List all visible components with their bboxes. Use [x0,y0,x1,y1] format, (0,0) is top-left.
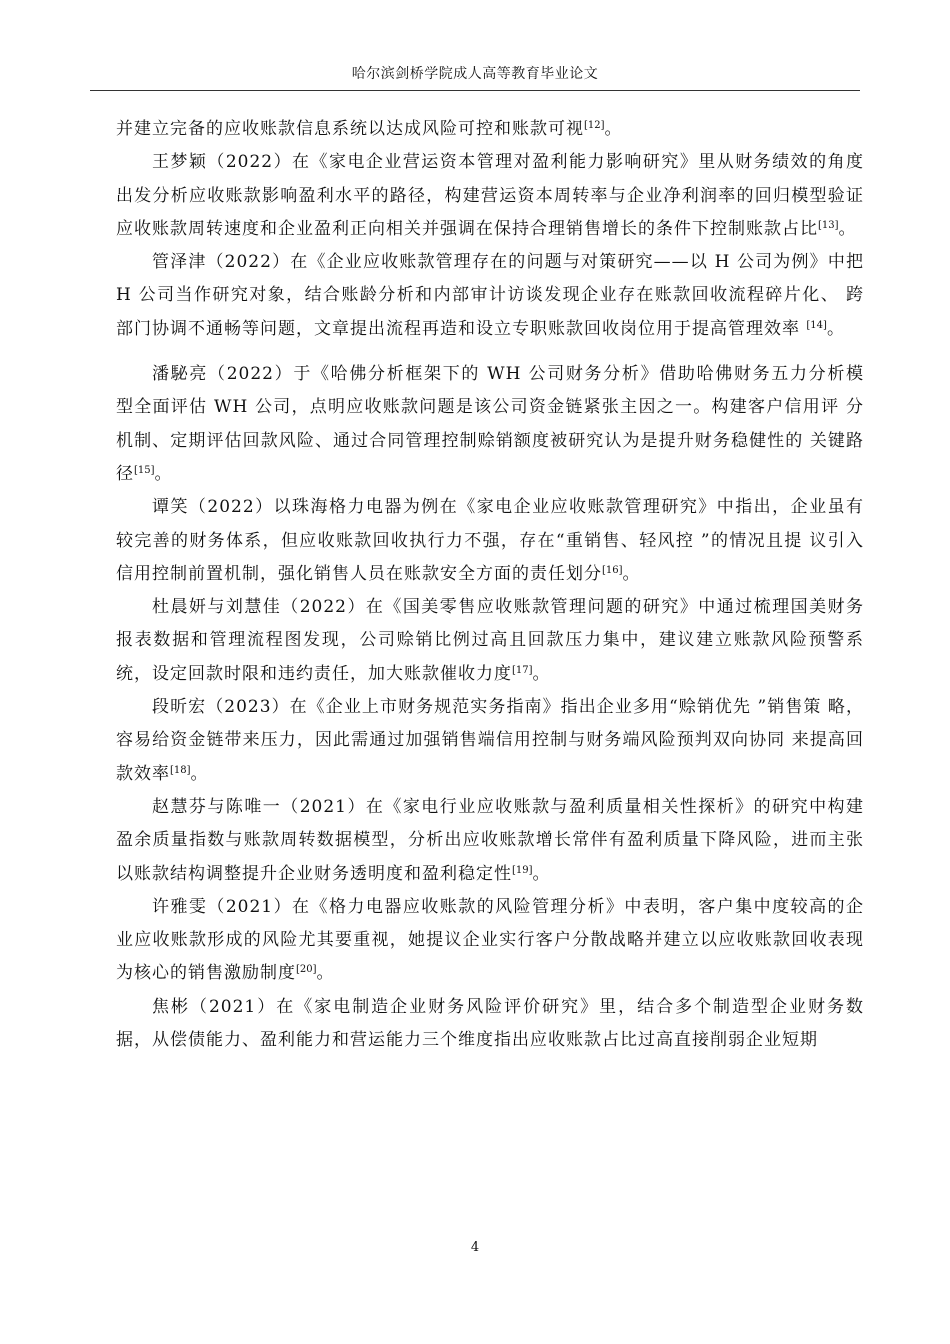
paragraph-text: 谭笑（2022）以珠海格力电器为例在《家电企业应收账款管理研究》中指出，企业虽有较完善的财务体系，但应收账款回收执行力不强，存在“重销售、轻风控 ”的情况且提 议引入信用控制前置机制，强化销售人员在账款安全方面的责任划分 [116,497,864,584]
paragraph-text: 王梦颖（2022）在《家电企业营运资本管理对盈利能力影响研究》里从财务绩效的角度出发分析应收账款影响盈利水平的路径，构建营运资本周转率与企业净利润率的回归模型验证应收账款周转速度和企业盈利正向相关并强调在保持合理销售增长的条件下控制账款占比 [116,152,864,239]
citation-mark: [12] [584,120,605,131]
paragraph [116,591,864,691]
paragraph-text: 段昕宏（2023）在《企业上市财务规范实务指南》指出企业多用“赊销优先 ”销售策 略，容易给资金链带来压力，因此需通过加强销售端信用控制与财务端风险预判双向协同 来提高回款效率 [116,697,864,784]
paragraph [116,491,864,591]
paragraph [116,113,864,146]
paragraph [116,791,864,891]
citation-mark: [13] [818,219,839,231]
page-number: 4 [470,1240,480,1255]
citation-mark: [14] [806,319,827,331]
paragraph-tail: 。 [826,318,845,339]
paragraph [116,246,864,346]
paragraph [116,691,864,791]
paragraph-tail: 。 [838,218,857,239]
citation-mark: [18] [170,764,191,776]
paragraph-spacer [116,346,864,358]
paragraph-text: 管泽津（2022）在《企业应收账款管理存在的问题与对策研究——以 H 公司为例》中把 H 公司当作研究对象，结合账龄分析和内部审计访谈发现企业存在账款回收流程碎片化、 跨部门协调不通畅等问题，文章提出流程再造和设立专职账款回收岗位用于提高管理效率 [116,252,864,339]
paragraph-tail: 。 [154,463,173,484]
paragraph-text: 潘駜亮（2022）于《哈佛分析框架下的 WH 公司财务分析》借助哈佛财务五力分析模 型全面评估 WH 公司，点明应收账款问题是该公司资金链紧张主因之一。构建客户信用评 分机制、定期评估回款风险、通过合同管理控制赊销额度被研究认为是提升财务稳健性的 关键路径 [116,364,864,484]
paragraph-tail: 。 [316,963,335,984]
citation-mark: [19] [512,864,533,876]
paragraph-tail: 。 [532,663,551,684]
paragraph [116,358,864,491]
citation-mark: [16] [602,564,623,576]
page-header [90,64,860,91]
paragraph-text: 赵慧芬与陈唯一（2021）在《家电行业应收账款与盈利质量相关性探析》的研究中构建盈余质量指数与账款周转数据模型，分析出应收账款增长常伴有盈利质量下降风险，进而主张以账款结构调整提升企业财务透明度和盈利稳定性 [116,796,864,884]
header-title: 哈尔滨剑桥学院成人高等教育毕业论文 [351,66,599,82]
paragraph [116,991,864,1058]
citation-mark: [17] [512,664,533,676]
paragraph-text: 焦彬（2021）在《家电制造企业财务风险评价研究》里，结合多个制造型企业财务数据，从偿债能力、盈利能力和营运能力三个维度指出应收账款占比过高直接削弱企业短期 [116,996,864,1051]
paragraph-text: 并建立完备的应收账款信息系统以达成风险可控和账款可视 [116,119,584,139]
paragraph-text: 许雅雯（2021）在《格力电器应收账款的风险管理分析》中表明，客户集中度较高的企业应收账款形成的风险尤其要重视，她提议企业实行客户分散战略并建立以应收账款回收表现为核心的销售激励制度 [116,896,864,984]
paragraph [116,146,864,246]
paragraph-tail: 。 [190,763,209,784]
paragraph-tail: 。 [532,863,551,884]
paragraph-tail: 。 [604,119,623,139]
paragraph-tail: 。 [622,563,641,584]
citation-mark: [15] [134,464,155,476]
citation-mark: [20] [296,964,317,976]
paragraph [116,891,864,991]
body-text [116,113,864,1057]
paragraph-text: 杜晨妍与刘慧佳（2022）在《国美零售应收账款管理问题的研究》中通过梳理国美财务报表数据和管理流程图发现，公司赊销比例过高且回款压力集中，建议建立账款风险预警系统，设定回款时限和违约责任，加大账款催收力度 [116,597,864,684]
